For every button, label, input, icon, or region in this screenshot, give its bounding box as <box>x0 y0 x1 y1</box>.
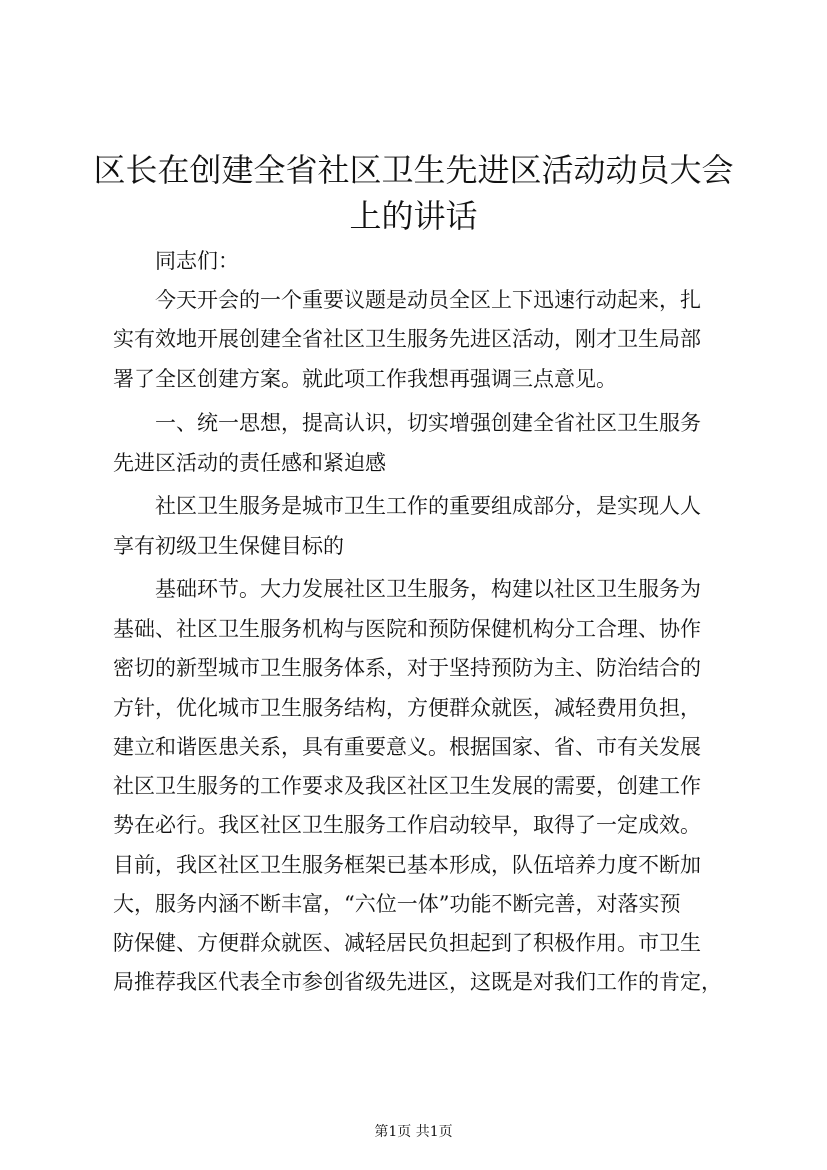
salutation: 同志们： <box>155 249 239 273</box>
paragraph-line: 防保健、方便群众就医、减轻居民负担起到了积极作用。市卫生 <box>113 931 701 955</box>
paragraph-line: 密切的新型城市卫生服务体系，对于坚持预防为主、防治结合的 <box>113 656 701 680</box>
document-title-line-1: 区长在创建全省社区卫生先进区活动动员大会 <box>93 151 734 189</box>
paragraph-line: 建立和谐医患关系，具有重要意义。根据国家、省、市有关发展 <box>113 735 701 759</box>
paragraph-line: 署了全区创建方案。就此项工作我想再强调三点意见。 <box>113 367 617 391</box>
paragraph-line: 局推荐我区代表全市参创省级先进区，这既是对我们工作的肯定， <box>113 970 722 994</box>
paragraph-line: 社区卫生服务是城市卫生工作的重要组成部分，是实现人人 <box>155 494 701 518</box>
paragraph-line: 势在必行。我区社区卫生服务工作启动较早，取得了一定成效。 <box>113 813 701 837</box>
paragraph-line: 社区卫生服务的工作要求及我区社区卫生发展的需要，创建工作 <box>113 774 701 798</box>
paragraph-line: 大，服务内涵不断丰富，“六位一体”功能不断完善，对落实预 <box>113 892 681 916</box>
paragraph-line: 实有效地开展创建全省社区卫生服务先进区活动，刚才卫生局部 <box>113 327 701 351</box>
paragraph-line: 今天开会的一个重要议题是动员全区上下迅速行动起来，扎 <box>155 288 701 312</box>
paragraph-line: 基础环节。大力发展社区卫生服务，构建以社区卫生服务为 <box>155 577 701 601</box>
paragraph-line: 方针，优化城市卫生服务结构，方便群众就医，减轻费用负担， <box>113 696 701 720</box>
paragraph-line: 享有初级卫生保健目标的 <box>113 534 344 558</box>
page-footer: 第1页 共1页 <box>374 1124 453 1140</box>
section-heading-line: 一、统一思想，提高认识，切实增强创建全省社区卫生服务 <box>155 411 701 435</box>
document-title-line-2: 上的讲话 <box>349 197 478 235</box>
paragraph-line: 目前，我区社区卫生服务框架已基本形成，队伍培养力度不断加 <box>113 853 701 877</box>
section-heading-line: 先进区活动的责任感和紧迫感 <box>113 451 386 475</box>
paragraph-line: 基础、社区卫生服务机构与医院和预防保健机构分工合理、协作 <box>113 617 701 641</box>
